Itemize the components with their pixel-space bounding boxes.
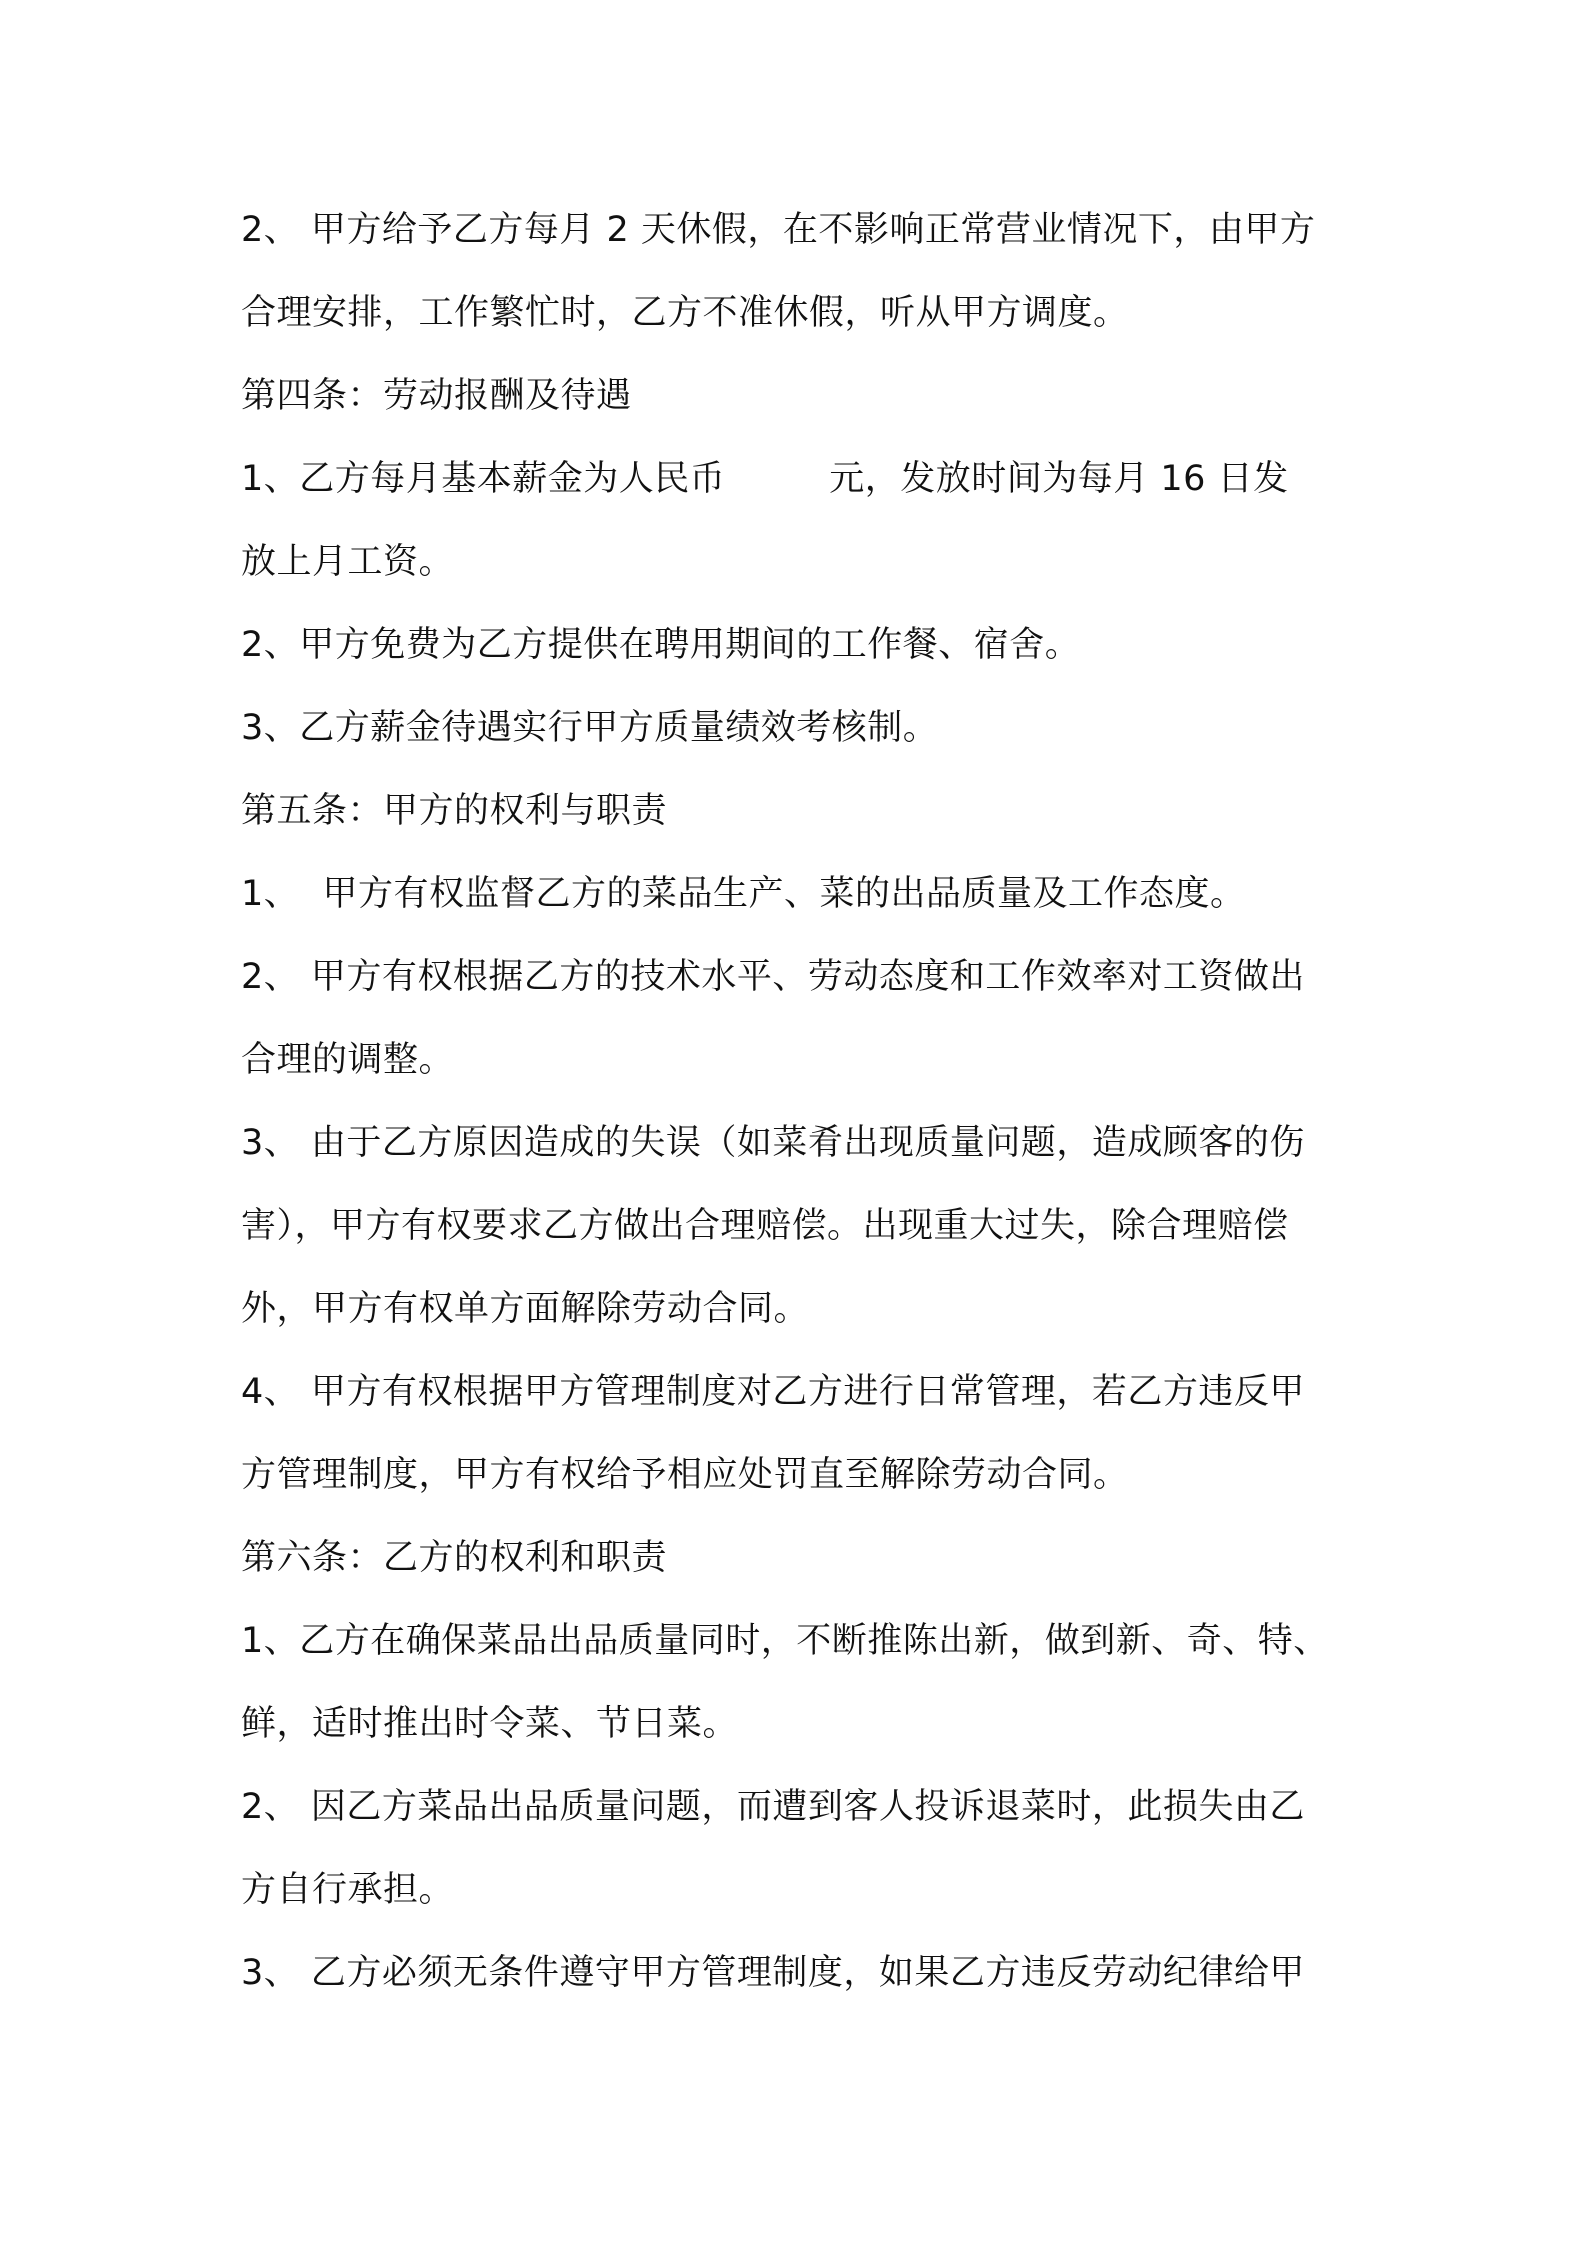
text-line: 2、 因乙方菜品出品质量问题，而遭到客人投诉退菜时，此损失由乙 — [241, 1787, 1305, 1827]
text-line: 2、 甲方给予乙方每月 2 天休假，在不影响正常营业情况下，由甲方 — [241, 210, 1316, 250]
article-5-heading: 第五条：甲方的权利与职责 — [241, 791, 668, 831]
text-line — [241, 447, 1361, 530]
salary-text-before: 1、乙方每月基本薪金为人民币 — [241, 459, 726, 499]
text-line: 鲜，适时推出时令菜、节日菜。 — [241, 1704, 739, 1744]
document-body — [241, 198, 1361, 2024]
text-line: 方自行承担。 — [241, 1870, 455, 1910]
text-line: 方管理制度，甲方有权给予相应处罚直至解除劳动合同。 — [241, 1455, 1129, 1495]
text-line: 放上月工资。 — [241, 542, 455, 582]
text-line: 1、乙方在确保菜品出品质量同时，不断推陈出新，做到新、奇、特、 — [241, 1621, 1329, 1661]
text-line: 合理的调整。 — [241, 1040, 455, 1080]
text-line: 外，甲方有权单方面解除劳动合同。 — [241, 1289, 810, 1329]
text-line: 1、 甲方有权监督乙方的菜品生产、菜的出品质量及工作态度。 — [241, 874, 1246, 914]
text-line: 害），甲方有权要求乙方做出合理赔偿。出现重大过失，除合理赔偿 — [241, 1206, 1289, 1246]
text-line: 2、 甲方有权根据乙方的技术水平、劳动态度和工作效率对工资做出 — [241, 957, 1305, 997]
text-line: 3、 由于乙方原因造成的失误（如菜肴出现质量问题，造成顾客的伤 — [241, 1123, 1305, 1163]
text-line: 2、甲方免费为乙方提供在聘用期间的工作餐、宿舍。 — [241, 625, 1081, 665]
article-6-heading: 第六条：乙方的权利和职责 — [241, 1538, 668, 1578]
salary-text-after: 元，发放时间为每月 16 日发 — [829, 459, 1289, 499]
text-line: 3、 乙方必须无条件遵守甲方管理制度，如果乙方违反劳动纪律给甲 — [241, 1953, 1305, 1993]
text-line: 3、乙方薪金待遇实行甲方质量绩效考核制。 — [241, 708, 939, 748]
text-line: 4、 甲方有权根据甲方管理制度对乙方进行日常管理，若乙方违反甲 — [241, 1372, 1305, 1412]
article-4-heading: 第四条：劳动报酬及待遇 — [241, 376, 632, 416]
text-line: 合理安排，工作繁忙时，乙方不准休假，听从甲方调度。 — [241, 293, 1129, 333]
